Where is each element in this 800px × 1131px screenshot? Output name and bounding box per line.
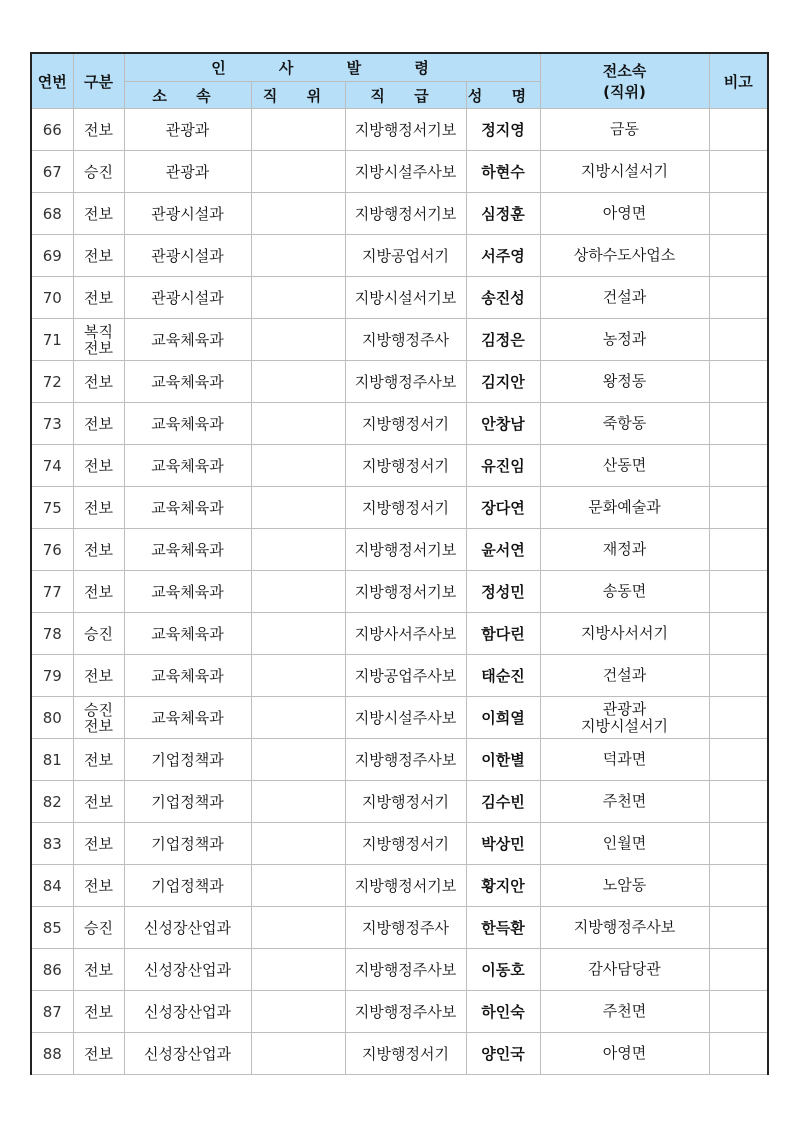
- cell-grade: 지방행정서기: [345, 1033, 466, 1075]
- cell-name: 한득환: [466, 907, 540, 949]
- cell-position: [251, 487, 345, 529]
- cell-note: [709, 571, 768, 613]
- cell-name: 유진임: [466, 445, 540, 487]
- cell-grade: 지방시설주사보: [345, 151, 466, 193]
- cell-affiliation: 교육체육과: [124, 697, 251, 739]
- cell-kind: [73, 991, 124, 1033]
- cell-affiliation: 기업정책과: [124, 865, 251, 907]
- cell-name: 이동호: [466, 949, 540, 991]
- cell-note: [709, 277, 768, 319]
- cell-affiliation: 신성장산업과: [124, 949, 251, 991]
- cell-kind: [73, 781, 124, 823]
- cell-note: [709, 991, 768, 1033]
- cell-no: 88: [31, 1033, 73, 1075]
- cell-grade: 지방행정서기보: [345, 865, 466, 907]
- cell-grade: 지방행정주사보: [345, 991, 466, 1033]
- cell-name: 양인국: [466, 1033, 540, 1075]
- cell-kind-line: 전보: [84, 372, 113, 391]
- cell-position: [251, 361, 345, 403]
- cell-position: [251, 319, 345, 361]
- cell-no: 73: [31, 403, 73, 445]
- cell-position: [251, 823, 345, 865]
- cell-name: 서주영: [466, 235, 540, 277]
- cell-position: [251, 991, 345, 1033]
- cell-previous-affiliation: [540, 487, 709, 529]
- table-row: [31, 907, 768, 949]
- cell-kind-line: 전보: [84, 750, 113, 769]
- cell-grade: 지방행정서기: [345, 487, 466, 529]
- cell-affiliation: 교육체육과: [124, 361, 251, 403]
- table-row: [31, 991, 768, 1033]
- cell-kind-line: 전보: [84, 338, 113, 357]
- table-row: [31, 487, 768, 529]
- table-row: [31, 655, 768, 697]
- cell-previous-affiliation-line: 재정과: [602, 540, 647, 558]
- cell-previous-affiliation-line: 지방사서서기: [581, 624, 668, 642]
- cell-grade: 지방시설주사보: [345, 697, 466, 739]
- table-row: [31, 403, 768, 445]
- cell-no: 79: [31, 655, 73, 697]
- cell-previous-affiliation-line: 죽항동: [602, 414, 647, 432]
- cell-previous-affiliation-line: 건설과: [602, 288, 647, 306]
- cell-previous-affiliation: [540, 277, 709, 319]
- cell-affiliation: 관광과: [124, 109, 251, 151]
- cell-affiliation: 교육체육과: [124, 571, 251, 613]
- cell-kind-line: 승진: [84, 700, 113, 719]
- cell-no: 76: [31, 529, 73, 571]
- cell-kind-line: 전보: [84, 498, 113, 517]
- cell-name: 심정훈: [466, 193, 540, 235]
- cell-previous-affiliation-line: 산동면: [602, 456, 647, 474]
- cell-kind: [73, 319, 124, 361]
- cell-no: 68: [31, 193, 73, 235]
- cell-grade: 지방행정주사보: [345, 739, 466, 781]
- cell-grade: 지방행정서기보: [345, 193, 466, 235]
- cell-grade: 지방행정주사보: [345, 361, 466, 403]
- cell-previous-affiliation-line: 건설과: [602, 666, 647, 684]
- cell-no: 77: [31, 571, 73, 613]
- cell-kind-line: 전보: [84, 716, 113, 735]
- cell-kind-line: 전보: [84, 540, 113, 559]
- cell-grade: 지방행정서기보: [345, 529, 466, 571]
- cell-position: [251, 109, 345, 151]
- cell-grade: 지방행정주사: [345, 907, 466, 949]
- cell-position: [251, 865, 345, 907]
- cell-affiliation: 교육체육과: [124, 529, 251, 571]
- cell-previous-affiliation: [540, 319, 709, 361]
- cell-affiliation: 교육체육과: [124, 487, 251, 529]
- cell-previous-affiliation-line: 왕정동: [602, 372, 647, 390]
- cell-note: [709, 655, 768, 697]
- cell-previous-affiliation: [540, 697, 709, 739]
- cell-affiliation: 교육체육과: [124, 613, 251, 655]
- cell-kind-line: 전보: [84, 120, 113, 139]
- cell-previous-affiliation-line: 농정과: [602, 330, 647, 348]
- cell-affiliation: 기업정책과: [124, 823, 251, 865]
- cell-previous-affiliation: [540, 403, 709, 445]
- cell-grade: 지방사서주사보: [345, 613, 466, 655]
- cell-previous-affiliation: [540, 949, 709, 991]
- header-grade: 직 급: [345, 82, 466, 109]
- cell-kind-line: 승진: [84, 918, 113, 937]
- cell-kind: [73, 361, 124, 403]
- cell-position: [251, 613, 345, 655]
- header-affiliation: 소 속: [124, 82, 251, 109]
- cell-name: 함다린: [466, 613, 540, 655]
- cell-affiliation: 관광시설과: [124, 235, 251, 277]
- cell-previous-affiliation-line: 인월면: [602, 834, 647, 852]
- cell-note: [709, 949, 768, 991]
- cell-grade: 지방공업서기: [345, 235, 466, 277]
- header-name: 성 명: [466, 82, 540, 109]
- table-row: [31, 151, 768, 193]
- cell-kind-line: 전보: [84, 960, 113, 979]
- cell-previous-affiliation-line: 아영면: [602, 204, 647, 222]
- cell-grade: 지방행정주사: [345, 319, 466, 361]
- table-row: [31, 109, 768, 151]
- cell-kind: [73, 907, 124, 949]
- cell-kind: [73, 865, 124, 907]
- cell-affiliation: 교육체육과: [124, 319, 251, 361]
- header-no: 연번: [31, 53, 73, 109]
- cell-note: [709, 361, 768, 403]
- cell-kind: [73, 235, 124, 277]
- cell-position: [251, 571, 345, 613]
- cell-previous-affiliation-line: 문화예술과: [588, 498, 661, 516]
- cell-no: 80: [31, 697, 73, 739]
- cell-no: 74: [31, 445, 73, 487]
- cell-grade: 지방행정서기: [345, 445, 466, 487]
- cell-affiliation: 교육체육과: [124, 403, 251, 445]
- header-kind: 구분: [73, 53, 124, 109]
- cell-grade: 지방행정서기보: [345, 571, 466, 613]
- cell-previous-affiliation: [540, 907, 709, 949]
- cell-previous-affiliation: [540, 571, 709, 613]
- table-row: [31, 697, 768, 739]
- cell-no: 69: [31, 235, 73, 277]
- cell-kind-line: 전보: [84, 204, 113, 223]
- table-row: [31, 193, 768, 235]
- table-row: [31, 739, 768, 781]
- cell-previous-affiliation: [540, 151, 709, 193]
- cell-position: [251, 193, 345, 235]
- cell-name: 장다연: [466, 487, 540, 529]
- cell-note: [709, 823, 768, 865]
- cell-kind: [73, 1033, 124, 1075]
- cell-position: [251, 151, 345, 193]
- cell-kind-line: 승진: [84, 624, 113, 643]
- cell-grade: 지방행정서기: [345, 781, 466, 823]
- cell-note: [709, 151, 768, 193]
- cell-previous-affiliation-line: 주천면: [602, 1002, 647, 1020]
- table-row: [31, 571, 768, 613]
- cell-affiliation: 교육체육과: [124, 655, 251, 697]
- cell-previous-affiliation-line: 덕과면: [602, 750, 647, 768]
- cell-kind-line: 승진: [84, 162, 113, 181]
- header-previous-affiliation-title: 전소속: [602, 62, 647, 80]
- cell-previous-affiliation: [540, 655, 709, 697]
- table-row: [31, 235, 768, 277]
- cell-note: [709, 319, 768, 361]
- table-row: [31, 529, 768, 571]
- cell-previous-affiliation-line: 지방시설서기: [581, 162, 668, 180]
- cell-name: 안창남: [466, 403, 540, 445]
- cell-name: 이희열: [466, 697, 540, 739]
- cell-name: 태순진: [466, 655, 540, 697]
- cell-name: 김정은: [466, 319, 540, 361]
- cell-note: [709, 235, 768, 277]
- cell-previous-affiliation: [540, 109, 709, 151]
- cell-position: [251, 1033, 345, 1075]
- cell-note: [709, 193, 768, 235]
- cell-no: 67: [31, 151, 73, 193]
- table-row: [31, 1033, 768, 1075]
- cell-previous-affiliation: [540, 1033, 709, 1075]
- cell-affiliation: 교육체육과: [124, 445, 251, 487]
- cell-previous-affiliation-line: 관광과: [602, 699, 647, 718]
- cell-kind-line: 전보: [84, 414, 113, 433]
- cell-kind: [73, 151, 124, 193]
- table-row: [31, 319, 768, 361]
- cell-kind-line: 전보: [84, 666, 113, 685]
- table-row: [31, 361, 768, 403]
- cell-previous-affiliation: [540, 193, 709, 235]
- cell-no: 66: [31, 109, 73, 151]
- cell-no: 78: [31, 613, 73, 655]
- cell-name: 이한별: [466, 739, 540, 781]
- cell-affiliation: 관광과: [124, 151, 251, 193]
- cell-note: [709, 865, 768, 907]
- cell-note: [709, 781, 768, 823]
- header-previous-affiliation: [540, 53, 709, 109]
- cell-no: 85: [31, 907, 73, 949]
- cell-previous-affiliation-line: 지방행정주사보: [573, 918, 676, 936]
- cell-position: [251, 907, 345, 949]
- cell-affiliation: 기업정책과: [124, 781, 251, 823]
- cell-previous-affiliation-line: 감사담당관: [588, 960, 661, 978]
- table-row: [31, 613, 768, 655]
- cell-previous-affiliation: [540, 823, 709, 865]
- cell-affiliation: 신성장산업과: [124, 1033, 251, 1075]
- table-row: [31, 949, 768, 991]
- table-row: [31, 865, 768, 907]
- cell-grade: 지방행정서기: [345, 823, 466, 865]
- cell-previous-affiliation-line: 노암동: [602, 876, 647, 894]
- cell-note: [709, 403, 768, 445]
- cell-note: [709, 109, 768, 151]
- table-row: [31, 277, 768, 319]
- cell-no: 84: [31, 865, 73, 907]
- cell-kind-line: 전보: [84, 792, 113, 811]
- cell-note: [709, 907, 768, 949]
- cell-no: 82: [31, 781, 73, 823]
- cell-position: [251, 235, 345, 277]
- cell-previous-affiliation-line: 상하수도사업소: [573, 246, 676, 264]
- cell-kind-line: 전보: [84, 456, 113, 475]
- cell-previous-affiliation: [540, 235, 709, 277]
- cell-kind-line: 전보: [84, 1044, 113, 1063]
- personnel-order-table: [30, 52, 769, 1075]
- cell-note: [709, 739, 768, 781]
- cell-previous-affiliation-line: 아영면: [602, 1044, 647, 1062]
- cell-name: 박상민: [466, 823, 540, 865]
- cell-kind: [73, 571, 124, 613]
- cell-position: [251, 529, 345, 571]
- cell-previous-affiliation: [540, 529, 709, 571]
- cell-previous-affiliation: [540, 991, 709, 1033]
- cell-position: [251, 277, 345, 319]
- cell-note: [709, 613, 768, 655]
- cell-grade: 지방행정주사보: [345, 949, 466, 991]
- header-position: 직 위: [251, 82, 345, 109]
- cell-kind: [73, 529, 124, 571]
- cell-previous-affiliation-line: 지방시설서기: [581, 716, 668, 735]
- cell-kind-line: 전보: [84, 288, 113, 307]
- cell-kind-line: 전보: [84, 246, 113, 265]
- cell-name: 김수빈: [466, 781, 540, 823]
- cell-position: [251, 445, 345, 487]
- cell-kind-line: 전보: [84, 1002, 113, 1021]
- table-body: [31, 109, 768, 1075]
- cell-kind: [73, 445, 124, 487]
- cell-previous-affiliation: [540, 865, 709, 907]
- cell-kind: [73, 487, 124, 529]
- cell-kind: [73, 739, 124, 781]
- cell-no: 83: [31, 823, 73, 865]
- cell-kind: [73, 193, 124, 235]
- cell-previous-affiliation-line: 주천면: [602, 792, 647, 810]
- cell-name: 윤서연: [466, 529, 540, 571]
- cell-name: 김지안: [466, 361, 540, 403]
- header-previous-position: (직위): [603, 83, 646, 101]
- cell-previous-affiliation-line: 금동: [610, 120, 639, 138]
- cell-kind: [73, 403, 124, 445]
- cell-kind-line: 전보: [84, 582, 113, 601]
- cell-name: 정성민: [466, 571, 540, 613]
- header-personnel-order: 인 사 발 령: [124, 53, 540, 82]
- cell-position: [251, 739, 345, 781]
- cell-grade: 지방시설서기보: [345, 277, 466, 319]
- cell-previous-affiliation: [540, 361, 709, 403]
- cell-affiliation: 관광시설과: [124, 193, 251, 235]
- cell-grade: 지방행정서기: [345, 403, 466, 445]
- cell-no: 86: [31, 949, 73, 991]
- cell-grade: 지방공업주사보: [345, 655, 466, 697]
- cell-grade: 지방행정서기보: [345, 109, 466, 151]
- cell-affiliation: 관광시설과: [124, 277, 251, 319]
- cell-note: [709, 529, 768, 571]
- cell-position: [251, 655, 345, 697]
- cell-name: 하현수: [466, 151, 540, 193]
- cell-previous-affiliation: [540, 739, 709, 781]
- header-note: 비고: [709, 53, 768, 109]
- cell-no: 71: [31, 319, 73, 361]
- cell-note: [709, 1033, 768, 1075]
- table-row: [31, 445, 768, 487]
- cell-previous-affiliation: [540, 613, 709, 655]
- cell-no: 81: [31, 739, 73, 781]
- cell-previous-affiliation: [540, 445, 709, 487]
- cell-kind: [73, 697, 124, 739]
- cell-kind-line: 전보: [84, 876, 113, 895]
- cell-no: 72: [31, 361, 73, 403]
- cell-position: [251, 781, 345, 823]
- cell-kind: [73, 613, 124, 655]
- table-row: [31, 823, 768, 865]
- cell-kind: [73, 109, 124, 151]
- cell-no: 75: [31, 487, 73, 529]
- cell-previous-affiliation: [540, 781, 709, 823]
- cell-kind-line: 전보: [84, 834, 113, 853]
- cell-name: 송진성: [466, 277, 540, 319]
- table-row: [31, 781, 768, 823]
- cell-position: [251, 403, 345, 445]
- cell-kind-line: 복직: [84, 322, 113, 341]
- cell-note: [709, 697, 768, 739]
- cell-position: [251, 949, 345, 991]
- cell-note: [709, 487, 768, 529]
- cell-kind: [73, 277, 124, 319]
- cell-name: 황지안: [466, 865, 540, 907]
- cell-note: [709, 445, 768, 487]
- cell-no: 70: [31, 277, 73, 319]
- cell-affiliation: 기업정책과: [124, 739, 251, 781]
- cell-kind: [73, 823, 124, 865]
- cell-affiliation: 신성장산업과: [124, 907, 251, 949]
- cell-position: [251, 697, 345, 739]
- cell-previous-affiliation-line: 송동면: [602, 582, 647, 600]
- cell-name: 하인숙: [466, 991, 540, 1033]
- cell-affiliation: 신성장산업과: [124, 991, 251, 1033]
- cell-kind: [73, 949, 124, 991]
- cell-name: 정지영: [466, 109, 540, 151]
- cell-kind: [73, 655, 124, 697]
- cell-no: 87: [31, 991, 73, 1033]
